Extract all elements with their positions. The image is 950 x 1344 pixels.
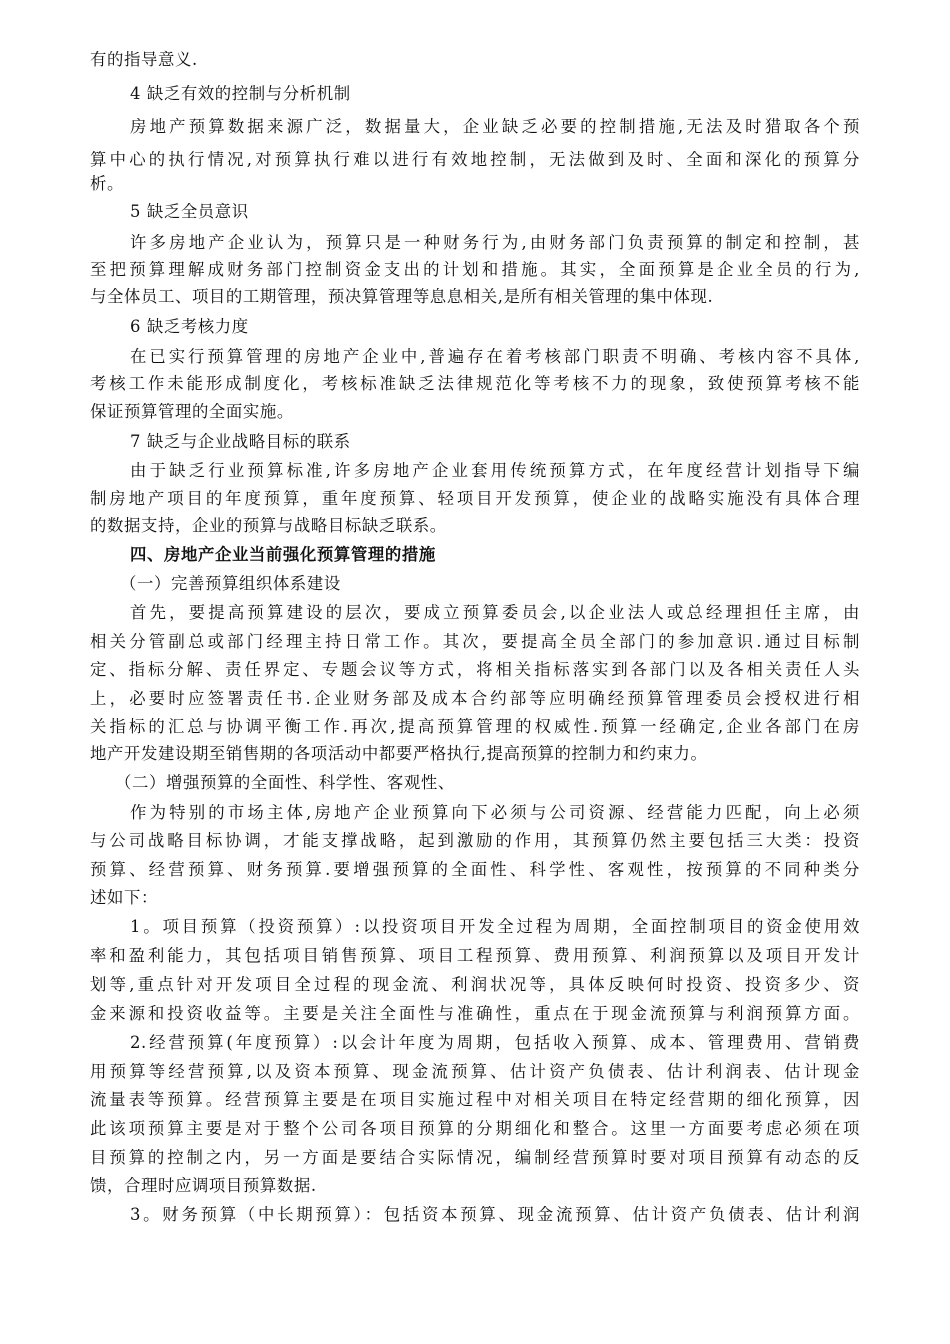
text-line: 用预算等经营预算,以及资本预算、现金流预算、估计资产负债表、估计利润表、估计现金 [90, 1062, 860, 1081]
text-line: 首先，要提高预算建设的层次，要成立预算委员会,以企业法人或总经理担任主席，由 [130, 603, 860, 622]
text-line: 房地产预算数据来源广泛，数据量大，企业缺乏必要的控制措施,无法及时猎取各个预 [130, 117, 860, 136]
text-line: 作为特别的市场主体,房地产企业预算向下必须与公司资源、经营能力匹配，向上必须 [130, 803, 860, 822]
text-line: 在已实行预算管理的房地产企业中,普遍存在着考核部门职责不明确、考核内容不具体, [130, 347, 860, 366]
text-line: 定、指标分解、责任界定、专题会议等方式，将相关指标落实到各部门以及各相关责任人头 [90, 660, 860, 679]
text-line: 5 缺乏全员意识 [130, 202, 249, 221]
text-line: 金来源和投资收益等。主要是关注全面性与准确性，重点在于现金流预算与利润预算方面。 [90, 1004, 860, 1023]
text-line: 率和盈利能力，其包括项目销售预算、项目工程预算、费用预算、利润预算以及项目开发计 [90, 946, 860, 965]
text-line: 制房地产项目的年度预算，重年度预算、轻项目开发预算，使企业的战略实施没有具体合理 [90, 489, 860, 508]
text-line: 至把预算理解成财务部门控制资金支出的计划和措施。其实，全面预算是企业全员的行为, [90, 260, 860, 279]
text-line: 考核工作未能形成制度化，考核标准缺乏法律规范化等考核不力的现象，致使预算考核不能 [90, 374, 860, 393]
text-line: 地产开发建设期至销售期的各项活动中都要严格执行,提高预算的控制力和约束力。 [90, 744, 708, 763]
text-line: 7 缺乏与企业战略目标的联系 [130, 432, 351, 451]
text-line: 预算、经营预算、财务预算.要增强预算的全面性、科学性、客观性，按预算的不同种类分 [90, 860, 860, 879]
text-line: 析。 [90, 174, 124, 193]
text-line: 2.经营预算(年度预算）:以会计年度为周期，包括收入预算、成本、管理费用、营销费 [130, 1033, 860, 1052]
text-line: 划等,重点针对开发项目全过程的现金流、利润状况等，具体反映何时投资、投资多少、资 [90, 975, 860, 994]
text-line: 上，必要时应签署责任书.企业财务部及成本合约部等应明确经预算管理委员会授权进行相 [90, 689, 860, 708]
text-line: 关指标的汇总与协调平衡工作.再次,提高预算管理的权威性.预算一经确定,企业各部门在房 [90, 717, 860, 736]
text-line: 由于缺乏行业预算标准,许多房地产企业套用传统预算方式，在年度经营计划指导下编 [130, 461, 860, 480]
text-line: （一）完善预算组织体系建设 [120, 574, 341, 593]
text-line: 保证预算管理的全面实施。 [90, 402, 294, 421]
text-line: 流量表等预算。经营预算主要是在项目实施过程中对相关项目在特定经营期的细化预算，因 [90, 1090, 860, 1109]
section-heading: 四、房地产企业当前强化预算管理的措施 [130, 545, 436, 564]
text-line: 的数据支持，企业的预算与战略目标缺乏联系。 [90, 516, 447, 535]
text-line: 算中心的执行情况,对预算执行难以进行有效地控制，无法做到及时、全面和深化的预算分 [90, 150, 860, 169]
text-line: （二）增强预算的全面性、科学性、客观性、 [115, 773, 455, 792]
text-line: 3。财务预算（中长期预算）：包括资本预算、现金流预算、估计资产负债表、估计利润 [130, 1205, 860, 1224]
text-line: 有的指导意义. [90, 50, 198, 69]
text-line: 相关分管副总或部门经理主持日常工作。其次，要提高全员全部门的参加意识.通过目标制 [90, 632, 860, 651]
text-line: 6 缺乏考核力度 [130, 317, 249, 336]
text-line: 与全体员工、项目的工期管理，预决算管理等息息相关,是所有相关管理的集中体现. [90, 287, 714, 306]
text-line: 4 缺乏有效的控制与分析机制 [130, 84, 351, 103]
text-line: 此该项预算主要是对于整个公司各项目预算的分期细化和整合。这里一方面要考虑必须在项 [90, 1119, 860, 1138]
text-line: 与公司战略目标协调，才能支撑战略，起到激励的作用，其预算仍然主要包括三大类：投资 [90, 831, 860, 850]
text-line: 许多房地产企业认为，预算只是一种财务行为,由财务部门负责预算的制定和控制，甚 [130, 233, 860, 252]
text-line: 1。项目预算（投资预算）:以投资项目开发全过程为周期，全面控制项目的资金使用效 [130, 917, 860, 936]
text-line: 馈，合理时应调项目预算数据. [90, 1176, 317, 1195]
text-line: 述如下： [90, 888, 158, 907]
text-line: 目预算的控制之内，另一方面是要结合实际情况，编制经营预算时要对项目预算有动态的反 [90, 1148, 860, 1167]
